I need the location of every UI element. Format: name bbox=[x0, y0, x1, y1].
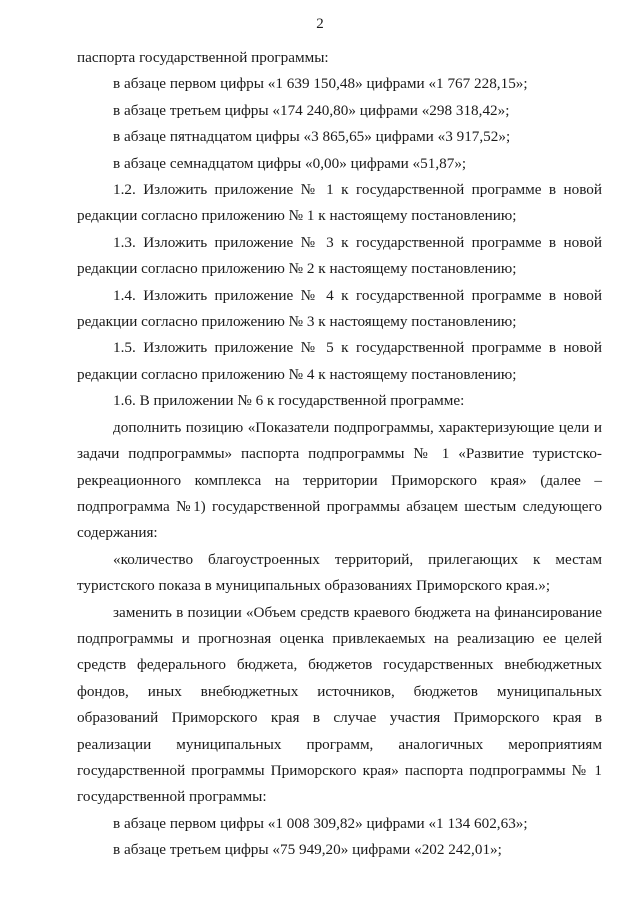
paragraph-amend-third: в абзаце третьем цифры «174 240,80» цифрами «298 318,42»; bbox=[113, 101, 510, 119]
paragraph-item-1-4: 1.4. Изложить приложение № 4 к государственной программе в новой редакции согласно приложению № 3 к настоящему постановлению; bbox=[77, 286, 602, 331]
paragraph-item-1-5: 1.5. Изложить приложение № 5 к государственной программе в новой редакции согласно приложению № 4 к настоящему постановлению; bbox=[77, 339, 602, 383]
paragraph-passport-intro: паспорта государственной программы: bbox=[77, 49, 329, 66]
paragraph-item-1-3: 1.3. Изложить приложение № 3 к государственной программе в новой редакции согласно приложению № 2 к настоящему постановлению; bbox=[77, 233, 602, 278]
paragraph-amend-fifteenth: в абзаце пятнадцатом цифры «3 865,65» цифрами «3 917,52»; bbox=[113, 128, 511, 146]
paragraph-add-position: дополнить позицию «Показатели подпрограммы, характеризующие цели и задачи подпрограммы» паспорта подпрограммы № 1 «Развитие туристско-рекреационного комплекса на территории Приморского края» (далее – подпрограмма №1) государственной программы абзацем шестым следующего содержания: bbox=[77, 418, 602, 542]
paragraph-amend-seventeenth: в абзаце семнадцатом цифры «0,00» цифрами «51,87»; bbox=[113, 154, 467, 172]
page-number: 2 bbox=[316, 16, 324, 32]
paragraph-sub-amend-third: в абзаце третьем цифры «75 949,20» цифрами «202 242,01»; bbox=[113, 841, 502, 859]
paragraph-replace-position: заменить в позиции «Объем средств краевого бюджета на финансирование подпрограммы и прогнозная оценка привлекаемых на реализацию ее целей средств федерального бюджета, бюджетов государственных внебюджетных фондов, иных внебюджетных источников, бюджетов муниципальных образований Приморского края в случае участия Приморского края в реализации муниципальных программ, аналогичных мероприятиям государственной программы Приморского края» паспорта подпрограммы № 1 государственной программы: bbox=[77, 603, 602, 806]
paragraph-quoted-indicator: «количество благоустроенных территорий, прилегающих к местам туристского показа в муниципальных образованиях Приморского края.»; bbox=[77, 550, 602, 595]
paragraph-item-1-2: 1.2. Изложить приложение № 1 к государственной программе в новой редакции согласно приложению № 1 к настоящему постановлению; bbox=[77, 181, 602, 225]
paragraph-item-1-6: 1.6. В приложении № 6 к государственной программе: bbox=[113, 392, 465, 410]
paragraph-sub-amend-first: в абзаце первом цифры «1 008 309,82» цифрами «1 134 602,63»; bbox=[113, 814, 528, 832]
document-body bbox=[77, 45, 602, 864]
paragraph-amend-first: в абзаце первом цифры «1 639 150,48» цифрами «1 767 228,15»; bbox=[113, 75, 528, 93]
